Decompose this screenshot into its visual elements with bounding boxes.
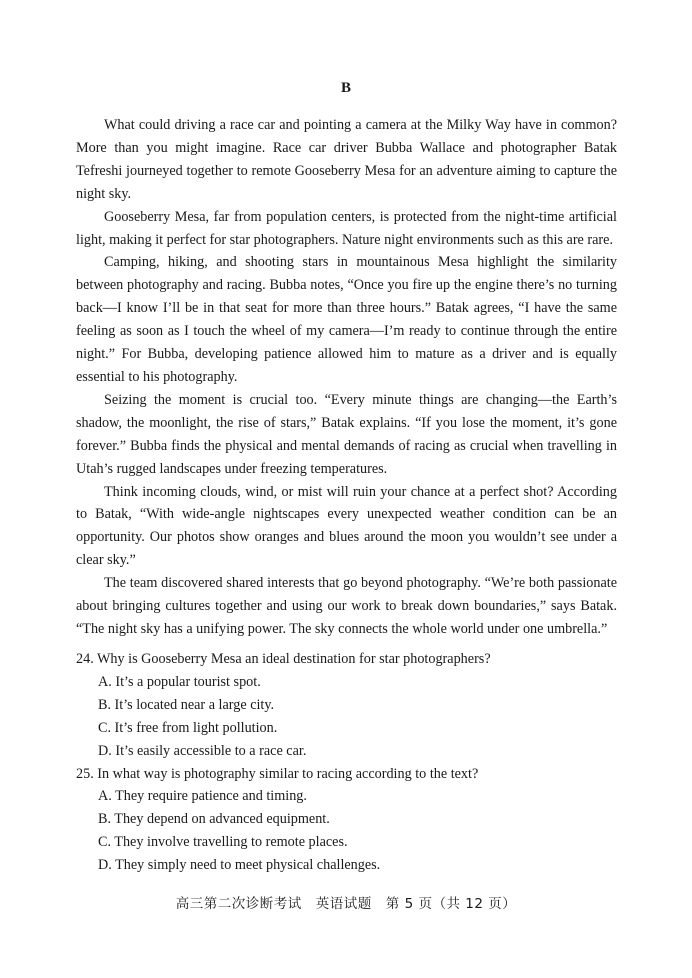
question-stem: 25. In what way is photography similar to racing according to the text? <box>76 765 479 782</box>
answer-option-a: A. It’s a popular tourist spot. <box>98 673 261 690</box>
question-24 <box>76 648 617 763</box>
passage-paragraph: The team discovered shared interests that go beyond photography. “We’re both passionate about bringing cultures together and using our work to break down boundaries,” says Batak. “The night sky has a unifying power. The sky connects the whole world under one umbrella.” <box>76 575 617 637</box>
answer-option-d: D. It’s easily accessible to a race car. <box>98 742 307 759</box>
page-footer: 高三第二次诊断考试 英语试题 第 5 页（共 12 页） <box>175 896 517 912</box>
answer-option-b: B. It’s located near a large city. <box>98 696 275 713</box>
reading-passage <box>76 114 617 641</box>
passage-paragraph: Gooseberry Mesa, far from population centers, is protected from the night-time artificial light, making it perfect for star photographers. Nature night environments such as this are rare. <box>76 208 617 248</box>
answer-option-d: D. They simply need to meet physical challenges. <box>98 857 381 874</box>
section-heading: B <box>340 80 351 96</box>
question-list <box>76 648 617 877</box>
question-stem: 24. Why is Gooseberry Mesa an ideal destination for star photographers? <box>76 651 491 667</box>
answer-options <box>76 785 617 877</box>
answer-option-b: B. They depend on advanced equipment. <box>98 811 330 828</box>
answer-option-a: A. They require patience and timing. <box>98 788 307 805</box>
passage-paragraph: What could driving a race car and pointing a camera at the Milky Way have in common? More than you might imagine. Race car driver Bubba Wallace and photographer Batak Tefreshi journeyed together to remote Gooseberry Mesa for an adventure aiming to capture the night sky. <box>76 117 617 202</box>
answer-option-c: C. They involve travelling to remote places. <box>98 834 348 851</box>
answer-option-c: C. It’s free from light pollution. <box>98 719 278 736</box>
answer-options <box>76 671 617 763</box>
passage-paragraph: Seizing the moment is crucial too. “Every minute things are changing—the Earth’s shadow, the moonlight, the rise of stars,” Batak explains. “If you lose the moment, it’s gone forever.” Bubba finds the physical and mental demands of racing as crucial when travelling in Utah’s rugged landscapes under freezing temperatures. <box>76 391 617 477</box>
passage-paragraph: Camping, hiking, and shooting stars in mountainous Mesa highlight the similarity between photography and racing. Bubba notes, “Once you fire up the engine there’s no turning back—I know I’ll be in that seat for more than three hours.” Batak agrees, “I have the same feeling as soon as I touch the wheel of my camera—I’m ready to continue through the entire night.” For Bubba, developing patience allowed him to mature as a driver and is equally essential to his photography. <box>76 254 617 385</box>
passage-paragraph: Think incoming clouds, wind, or mist will ruin your chance at a perfect shot? According to Batak, “With wide-angle nightscapes every unexpected weather condition can be an opportunity. Our photos show oranges and blues around the moon you wouldn’t see under a clear sky.” <box>76 483 617 569</box>
question-25 <box>76 763 617 878</box>
